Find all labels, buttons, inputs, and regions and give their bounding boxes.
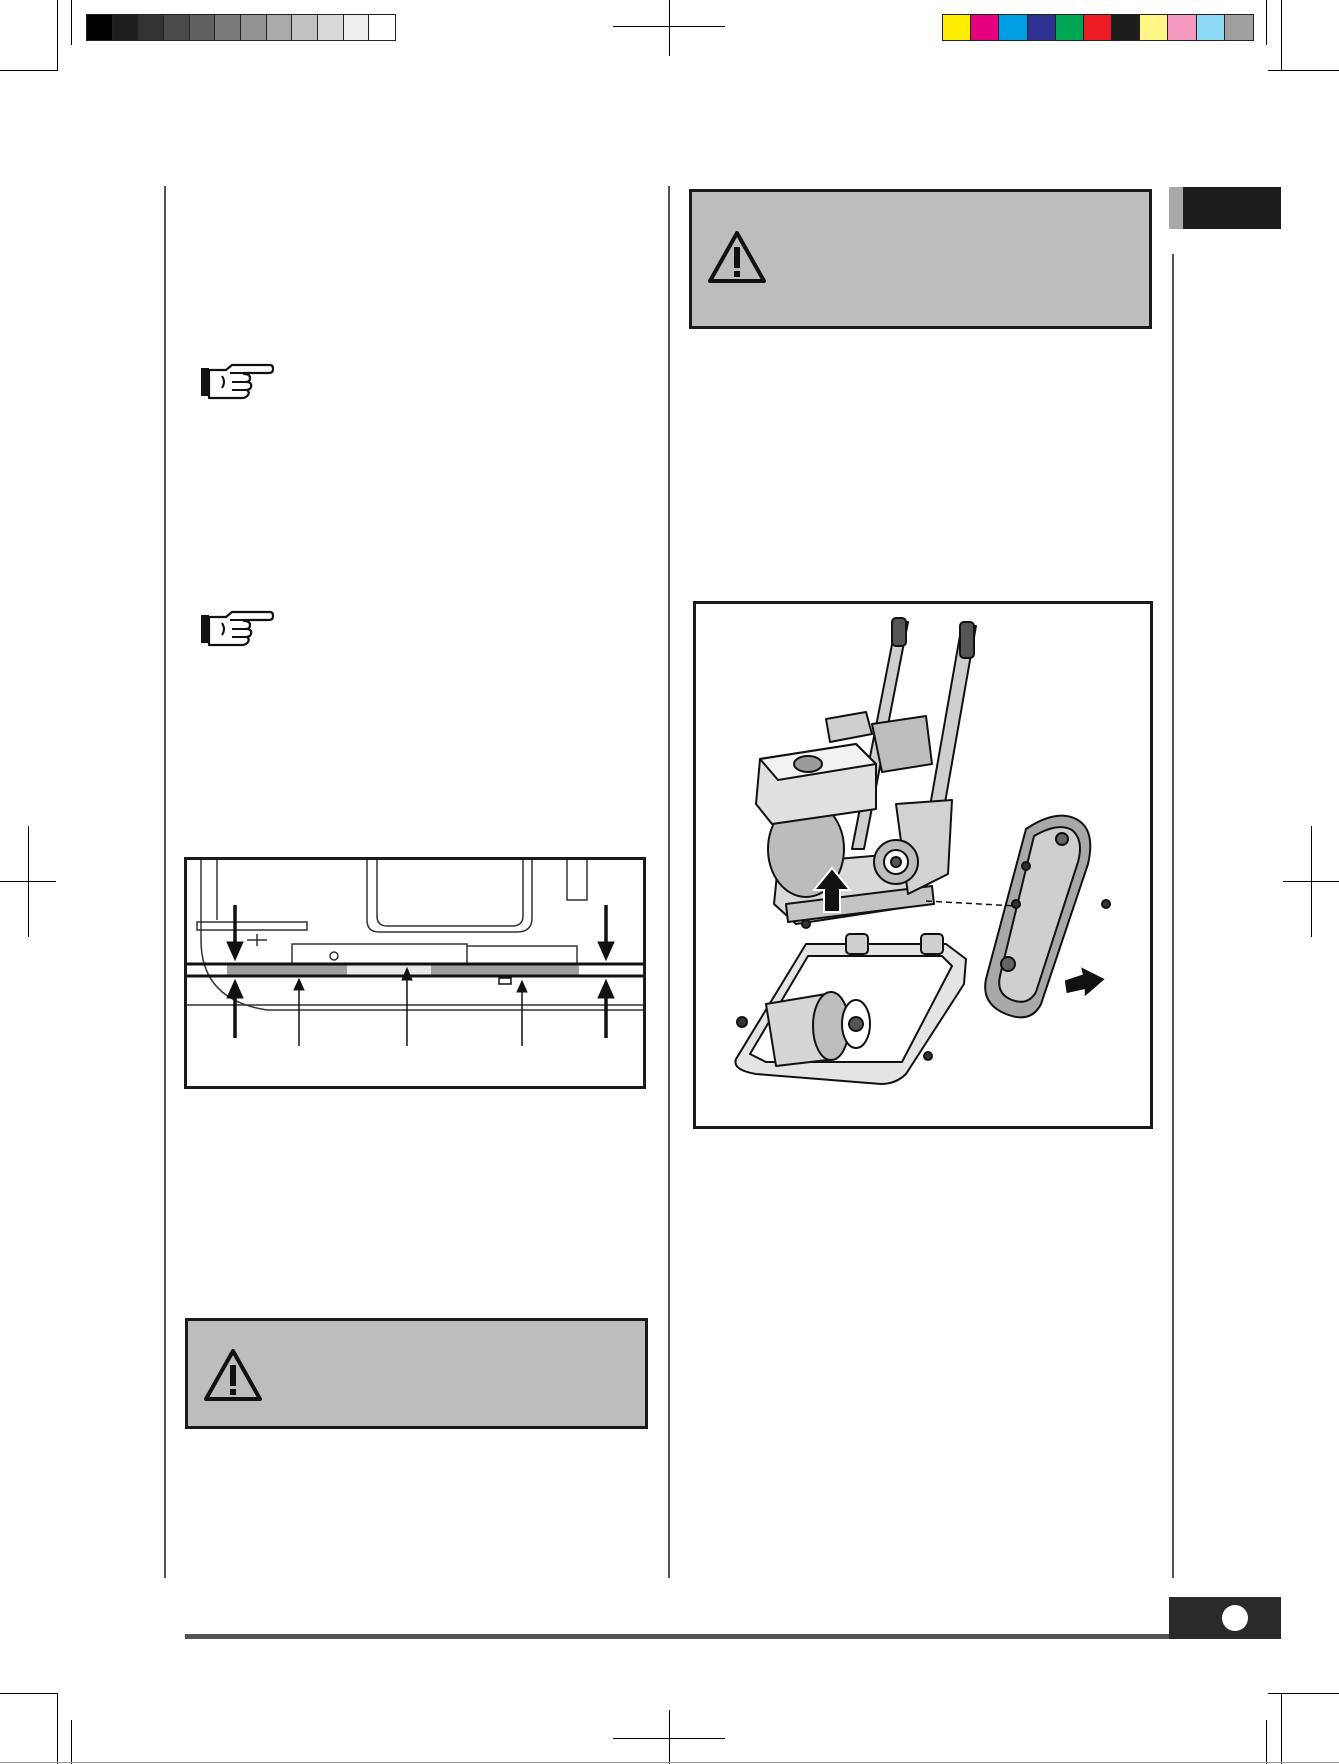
color-swatch	[1112, 15, 1140, 40]
grayscale-swatch	[87, 15, 113, 40]
grayscale-swatch	[215, 15, 241, 40]
grayscale-swatch	[113, 15, 139, 40]
section-tab-shade	[1169, 187, 1183, 229]
bleed-line	[0, 1762, 1339, 1763]
grayscale-swatch	[241, 15, 267, 40]
color-swatch	[1225, 15, 1253, 40]
color-swatch	[999, 15, 1027, 40]
color-swatch	[1197, 15, 1225, 40]
warning-box	[185, 1318, 648, 1429]
grayscale-swatch	[138, 15, 164, 40]
color-swatch	[1084, 15, 1112, 40]
footer-rule	[185, 1634, 1170, 1639]
grayscale-swatch	[369, 15, 395, 40]
color-swatch	[1028, 15, 1056, 40]
right-column-rule	[1172, 254, 1174, 1578]
grayscale-swatch	[190, 15, 216, 40]
warning-triangle-icon	[707, 230, 767, 284]
warning-box	[689, 189, 1152, 329]
grayscale-swatch	[164, 15, 190, 40]
color-swatch	[1168, 15, 1196, 40]
grayscale-swatch	[292, 15, 318, 40]
grayscale-swatch	[318, 15, 344, 40]
page-number-badge	[1169, 1597, 1281, 1639]
color-swatch	[971, 15, 999, 40]
color-swatch	[1140, 15, 1168, 40]
grayscale-swatch	[344, 15, 370, 40]
figure-base-plate-detail	[184, 857, 646, 1089]
center-column-rule	[668, 186, 670, 1578]
grayscale-registration-bar	[86, 14, 396, 41]
page-number	[1222, 1605, 1248, 1631]
color-registration-bar	[942, 14, 1254, 41]
pointing-hand-icon	[200, 362, 274, 402]
pointing-hand-icon	[200, 609, 274, 649]
color-swatch	[943, 15, 971, 40]
warning-triangle-icon	[203, 1348, 263, 1402]
figure-compactor-belt-cover	[693, 601, 1153, 1129]
section-tab	[1183, 187, 1281, 229]
left-column-rule	[164, 186, 166, 1578]
grayscale-swatch	[267, 15, 293, 40]
color-swatch	[1056, 15, 1084, 40]
